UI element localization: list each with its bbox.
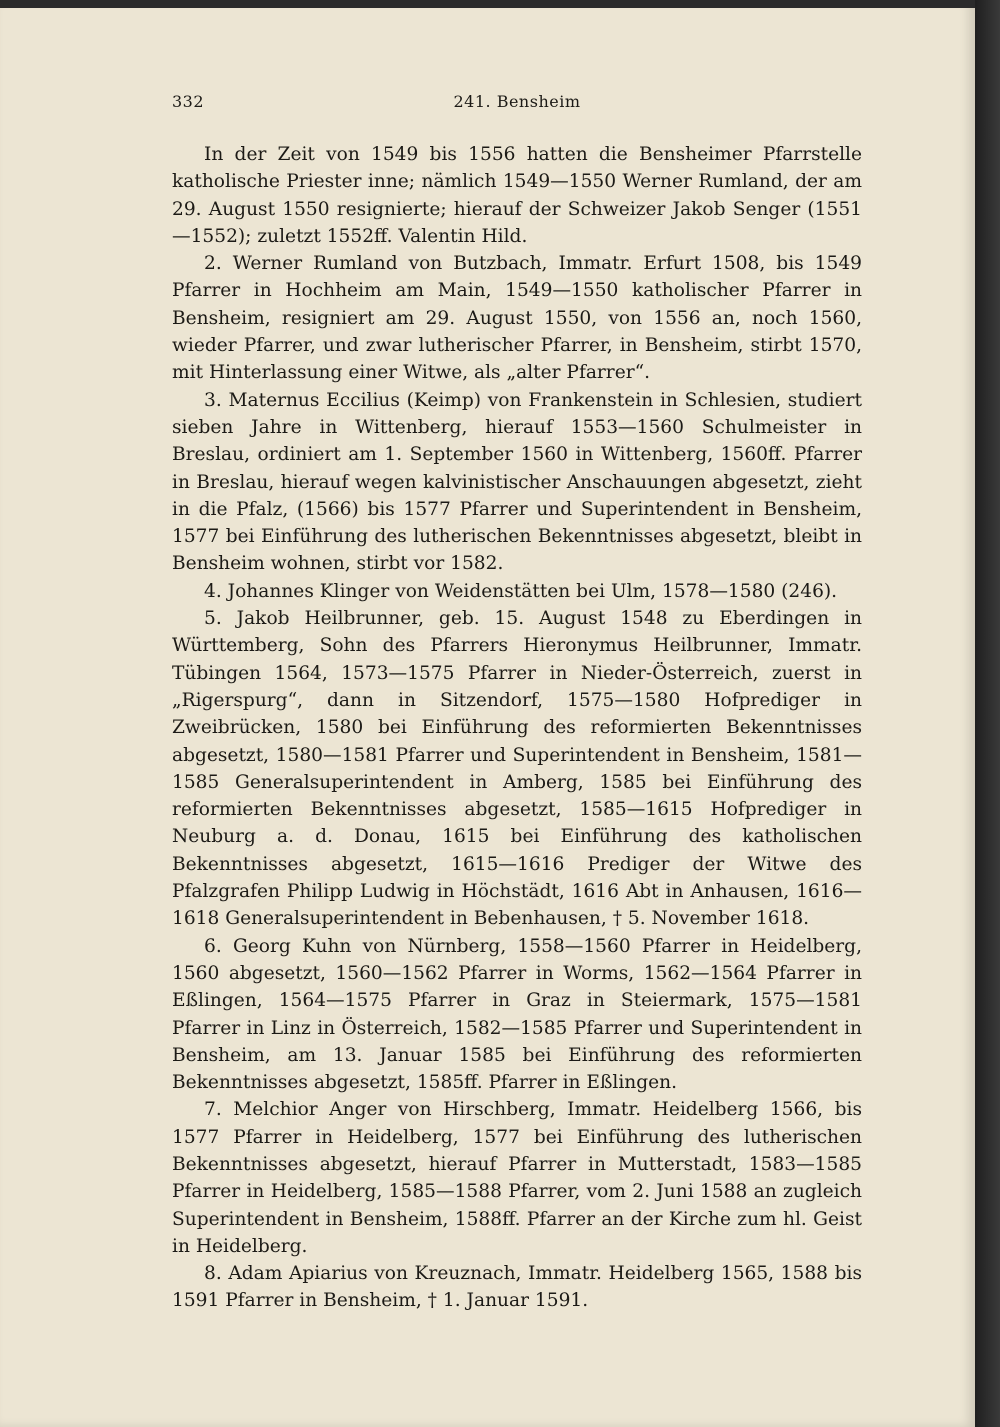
paragraph-entry-2: 2. Werner Rumland von Butzbach, Immatr. Erfurt 1508, bis 1549 Pfarrer in Hochheim am Main, 1549—1550 katholischer Pfarrer in Bensheim, resigniert am 29. August 1550, von 1556 an, noch 1560, wieder Pfarrer, und zwar lutherischer Pfarrer, in Bensheim, stirbt 1570, mit Hinterlassung einer Witwe, als „alter Pfarrer“. — [172, 253, 862, 384]
paragraph-entry-8: 8. Adam Apiarius von Kreuznach, Immatr. Heidelberg 1565, 1588 bis 1591 Pfarrer in Bensheim, † 1. Januar 1591. — [172, 1263, 862, 1312]
page-header — [172, 92, 862, 116]
paragraph-entry-5: 5. Jakob Heilbrunner, geb. 15. August 1548 zu Eberdingen in Württemberg, Sohn des Pfarrers Hieronymus Heilbrunner, Immatr. Tübingen 1564, 1573—1575 Pfarrer in Nieder-Österreich, zuerst in „Rigerspurg“, dann in Sitzendorf, 1575—1580 Hofprediger in Zweibrücken, 1580 bei Einführung des reformierten Bekenntnisses abgesetzt, 1580—1581 Pfarrer und Superintendent in Bensheim, 1581—1585 Generalsuperintendent in Amberg, 1585 bei Einführung des reformierten Bekenntnisses abgesetzt, 1585—1615 Hofprediger in Neuburg a. d. Donau, 1615 bei Einführung des katholischen Bekenntnisses abgesetzt, 1615—1616 Prediger der Witwe des Pfalzgrafen Philipp Ludwig in Höchstädt, 1616 Abt in Anhausen, 1616—1618 Generalsuperintendent in Bebenhausen, † 5. November 1618. — [172, 608, 862, 930]
paragraph-entry-3: 3. Maternus Eccilius (Keimp) von Frankenstein in Schlesien, studiert sieben Jahre in Wittenberg, hierauf 1553—1560 Schulmeister in Breslau, ordiniert am 1. September 1560 in Wittenberg, 1560ff. Pfarrer in Breslau, hierauf wegen kalvinistischer Anschauungen abgesetzt, zieht in die Pfalz, (1566) bis 1577 Pfarrer und Superintendent in Bensheim, 1577 bei Einführung des lutherischen Bekenntnisses abgesetzt, bleibt in Bensheim wohnen, stirbt vor 1582. — [172, 389, 862, 575]
paragraph-intro: In der Zeit von 1549 bis 1556 hatten die Bensheimer Pfarrstelle katholische Priester inne; nämlich 1549—1550 Werner Rumland, der am 29. August 1550 resignierte; hierauf der Schweizer Jakob Senger (1551—1552); zuletzt 1552ff. Valentin Hild. — [172, 144, 862, 247]
page-edge — [975, 0, 1000, 1427]
body-text — [172, 141, 862, 1315]
running-title: 241. Bensheim — [453, 92, 581, 111]
paragraph-entry-7: 7. Melchior Anger von Hirschberg, Immatr. Heidelberg 1566, bis 1577 Pfarrer in Heidelberg, 1577 bei Einführung des lutherischen Bekenntnisses abgesetzt, hierauf Pfarrer in Mutterstadt, 1583—1585 Pfarrer in Heidelberg, 1585—1588 Pfarrer, vom 2. Juni 1588 an zugleich Superintendent in Bensheim, 1588ff. Pfarrer an der Kirche zum hl. Geist in Heidelberg. — [172, 1099, 862, 1257]
top-edge-shadow — [0, 0, 975, 8]
paragraph-entry-4: 4. Johannes Klinger von Weidenstätten bei Ulm, 1578—1580 (246). — [204, 580, 838, 602]
paragraph-entry-6: 6. Georg Kuhn von Nürnberg, 1558—1560 Pfarrer in Heidelberg, 1560 abgesetzt, 1560—1562 Pfarrer in Worms, 1562—1564 Pfarrer in Eßlingen, 1564—1575 Pfarrer in Graz in Steiermark, 1575—1581 Pfarrer in Linz in Österreich, 1582—1585 Pfarrer und Superintendent in Bensheim, am 13. Januar 1585 bei Einführung des reformierten Bekenntnisses abgesetzt, 1585ff. Pfarrer in Eßlingen. — [172, 935, 862, 1094]
page-number: 332 — [172, 92, 205, 111]
